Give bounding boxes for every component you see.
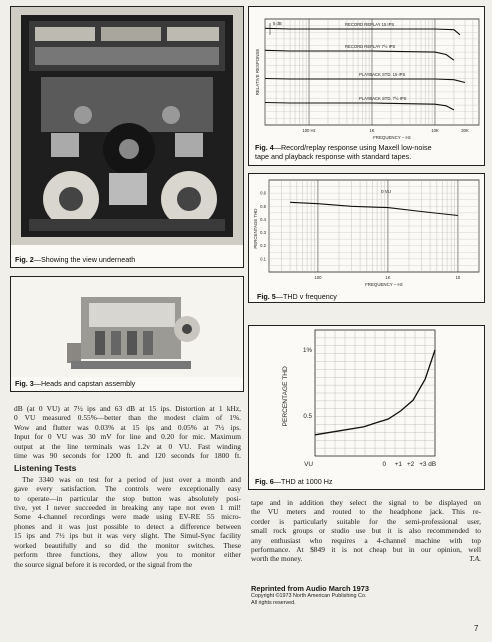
series-label: PLAYBACK STD. 15 IPS — [359, 72, 406, 77]
y-tick-label: 0.5 — [260, 203, 266, 209]
x-tick-label: 10 — [455, 275, 461, 280]
y-tick-label: 0.5 — [303, 413, 312, 421]
text-line: small rock groups or studio use but it is also recommended to — [251, 526, 481, 536]
figure-3-caption: Fig. 3—Heads and capstan assembly — [15, 379, 136, 388]
figure-4-chart-frame — [248, 6, 485, 166]
text-line: Input for 0 VU was 30 mV for line and 0.20 for mic. Maximum — [14, 432, 241, 442]
series-label: RECORD REPLAY 15 IPS — [345, 22, 395, 27]
y-axis-label: RELATIVE RESPONSE — [255, 48, 260, 96]
conclusion-paragraph — [251, 498, 481, 564]
x-tick-label: 100 — [314, 275, 322, 280]
text-line: The 3340 was on test for a period of just over a month and — [22, 474, 241, 484]
text-line: gave every satisfaction. The controls were exceptionally easy — [14, 484, 241, 494]
x-axis-label: FREQUENCY – Hz — [365, 282, 403, 287]
body-text-left-column — [14, 404, 241, 569]
section-heading: Listening Tests — [14, 463, 77, 474]
x-tick-label: 10K — [431, 128, 439, 133]
rights-line: All rights reserved. — [251, 600, 296, 606]
figure-5-caption: Fig. 5—THD v frequency — [257, 292, 337, 301]
figure-3-photo-frame — [10, 276, 244, 392]
y-tick-label: 0.3 — [260, 230, 266, 236]
text-line: the VU meters and routed to the headphone jack. This re- — [251, 507, 481, 517]
y-tick-label: 0.2 — [260, 243, 266, 249]
y-tick-label: 0.1 — [260, 256, 266, 262]
text-line: any enthusiast who requires a 4-channel machine with top — [251, 535, 481, 545]
frequency-response-chart — [249, 7, 484, 145]
text-line: Some 4-channel recordings were made using EV-RE 55 micro- — [14, 512, 241, 522]
text-line: output at the line terminals was 1.2v at 0 VU. Fast winding — [14, 441, 241, 451]
text-line: worked beautifully and so did the monitor switches. These — [14, 540, 241, 550]
y-axis-label: PERCENTAGE THD — [282, 366, 289, 427]
figure-5-chart-frame — [248, 173, 485, 303]
text-line: tape and in addition they select the signal to be displayed on — [251, 498, 481, 507]
x-tick-label: 100 Hz — [302, 128, 316, 133]
text-line: 15 ips and 7½ ips but it was very slight. The Simul-Sync facility — [14, 531, 241, 541]
x-tick-label: 1K — [369, 128, 375, 133]
text-line: 0 VU measured 0.55%—better than the modest claim of 1%. — [14, 413, 241, 423]
figure-2-caption: Fig. 2—Showing the view underneath — [15, 255, 136, 264]
intro-paragraph — [14, 404, 241, 460]
series-label: 0 VU — [381, 189, 391, 195]
x-axis-label: FREQUENCY – Hz — [373, 135, 411, 140]
body-text-right-column — [251, 498, 481, 564]
thd-frequency-chart — [249, 174, 484, 292]
thd-level-chart — [249, 326, 484, 478]
text-line: tive, yet I never succeeded in breaking any tape not even 1 mil! — [14, 503, 241, 513]
x-tick-label: +2 — [406, 461, 415, 468]
text-line: Wow and flutter was 0.03% at 15 ips and 0.05% at 7½ ips. — [14, 422, 241, 432]
x-tick-label: 1K — [385, 275, 391, 280]
copyright-line: Copyright ©1973 North American Publishing Co. — [251, 593, 367, 599]
x-axis-label: VU — [304, 461, 313, 468]
y-tick-label: 1% — [303, 346, 312, 354]
text-line: time was 90 seconds for 1200 ft. and 120 seconds for 1800 ft. — [14, 451, 241, 461]
page-number: 7 — [474, 624, 479, 633]
text-line: dB (at 0 VU) at 7½ ips and 63 dB at 15 ips. Distortion at 1 kHz, — [14, 404, 241, 413]
text-line: phones and it was just possible to detect a difference between — [14, 521, 241, 531]
x-tick-label: +3 dB — [419, 461, 437, 468]
figure-4-caption: Fig. 4—Record/replay response using Maxell low-noise tape and playback response with standard tapes. — [255, 143, 432, 161]
text-line: worth the money. — [251, 554, 303, 564]
listening-tests-paragraph — [14, 475, 241, 569]
series-line — [290, 202, 458, 215]
series-line — [265, 28, 460, 35]
figure-6-chart-frame — [248, 325, 485, 490]
author-signature: T.A. — [469, 554, 481, 564]
heads-photo — [11, 277, 243, 377]
underside-photo — [11, 7, 243, 245]
x-tick-label: 0 — [382, 461, 387, 468]
text-line: performance. At $849 it is not cheap but in our opinion, well — [251, 545, 481, 555]
text-line: corder is particularly suitable for the semi-professional user, — [251, 516, 481, 526]
figure-2-photo-frame — [10, 6, 244, 268]
y-axis-label: PERCENTAGE THD — [253, 208, 258, 249]
text-line: the source signal before it is recorded, or the signal from the — [14, 559, 193, 569]
reprint-title: Reprinted from Audio March 1973 — [251, 584, 369, 593]
series-line — [265, 103, 454, 110]
x-tick-label: 30K — [461, 128, 469, 133]
text-line: perform three functions, they allow you to monitor either — [14, 550, 241, 560]
y-tick-label: 0.6 — [260, 190, 266, 196]
figure-6-caption: Fig. 6—THD at 1000 Hz — [255, 477, 333, 486]
series-label: PLAYBACK STD. 7½ IPS — [359, 96, 407, 101]
reprint-notice — [251, 584, 369, 607]
series-label: RECORD REPLAY 7½ IPS — [345, 44, 396, 49]
x-tick-label: +1 — [394, 461, 403, 468]
scale-marker-label: 5 dB — [273, 21, 282, 26]
text-line: to operate—in particular the stop button was absolutely posi- — [14, 493, 241, 503]
y-tick-label: 0.4 — [260, 216, 266, 222]
